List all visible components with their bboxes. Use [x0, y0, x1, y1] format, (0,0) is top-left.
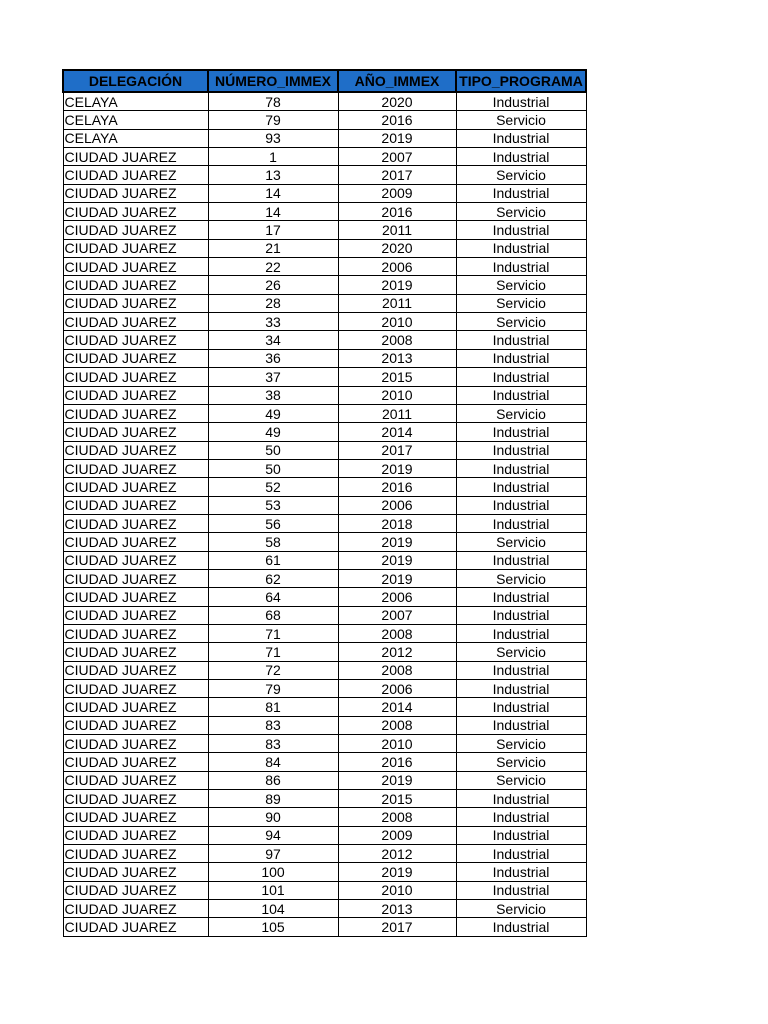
cell-numero-immex: 64	[208, 588, 338, 606]
cell-tipo-programa: Industrial	[456, 606, 586, 624]
cell-tipo-programa: Industrial	[456, 349, 586, 367]
cell-numero-immex: 52	[208, 478, 338, 496]
table-row	[63, 423, 586, 441]
cell-delegacion: CIUDAD JUAREZ	[63, 790, 208, 808]
cell-delegacion: CIUDAD JUAREZ	[63, 643, 208, 661]
table-row	[63, 680, 586, 698]
cell-tipo-programa: Servicio	[456, 203, 586, 221]
cell-delegacion: CIUDAD JUAREZ	[63, 166, 208, 184]
cell-delegacion: CIUDAD JUAREZ	[63, 680, 208, 698]
cell-numero-immex: 13	[208, 166, 338, 184]
cell-tipo-programa: Industrial	[456, 551, 586, 569]
cell-ano-immex: 2019	[338, 771, 456, 789]
table-row	[63, 111, 586, 129]
cell-numero-immex: 71	[208, 624, 338, 642]
cell-ano-immex: 2006	[338, 588, 456, 606]
cell-delegacion: CIUDAD JUAREZ	[63, 276, 208, 294]
cell-numero-immex: 1	[208, 148, 338, 166]
cell-tipo-programa: Industrial	[456, 423, 586, 441]
cell-ano-immex: 2017	[338, 918, 456, 936]
cell-numero-immex: 81	[208, 698, 338, 716]
table-row	[63, 735, 586, 753]
cell-delegacion: CELAYA	[63, 92, 208, 111]
cell-ano-immex: 2014	[338, 423, 456, 441]
cell-ano-immex: 2009	[338, 184, 456, 202]
cell-ano-immex: 2010	[338, 313, 456, 331]
table-row	[63, 753, 586, 771]
cell-numero-immex: 49	[208, 423, 338, 441]
header-delegacion: DELEGACIÓN	[63, 70, 208, 92]
cell-delegacion: CIUDAD JUAREZ	[63, 753, 208, 771]
cell-delegacion: CIUDAD JUAREZ	[63, 258, 208, 276]
cell-tipo-programa: Industrial	[456, 881, 586, 899]
cell-ano-immex: 2008	[338, 624, 456, 642]
cell-delegacion: CIUDAD JUAREZ	[63, 294, 208, 312]
cell-tipo-programa: Industrial	[456, 680, 586, 698]
header-numero-immex: NÚMERO_IMMEX	[208, 70, 338, 92]
cell-tipo-programa: Servicio	[456, 294, 586, 312]
table-row	[63, 313, 586, 331]
cell-ano-immex: 2008	[338, 808, 456, 826]
table-row	[63, 331, 586, 349]
cell-numero-immex: 101	[208, 881, 338, 899]
cell-delegacion: CIUDAD JUAREZ	[63, 900, 208, 918]
table-row	[63, 716, 586, 734]
cell-tipo-programa: Industrial	[456, 239, 586, 257]
cell-tipo-programa: Servicio	[456, 643, 586, 661]
cell-numero-immex: 94	[208, 826, 338, 844]
cell-ano-immex: 2010	[338, 386, 456, 404]
cell-numero-immex: 50	[208, 441, 338, 459]
cell-delegacion: CIUDAD JUAREZ	[63, 148, 208, 166]
table-row	[63, 221, 586, 239]
immex-table	[62, 69, 587, 937]
cell-ano-immex: 2008	[338, 331, 456, 349]
cell-tipo-programa: Industrial	[456, 148, 586, 166]
cell-numero-immex: 36	[208, 349, 338, 367]
cell-numero-immex: 90	[208, 808, 338, 826]
table-row	[63, 478, 586, 496]
header-tipo-programa: TIPO_PROGRAMA	[456, 70, 586, 92]
cell-numero-immex: 53	[208, 496, 338, 514]
cell-delegacion: CIUDAD JUAREZ	[63, 331, 208, 349]
table-row	[63, 918, 586, 936]
cell-delegacion: CIUDAD JUAREZ	[63, 698, 208, 716]
cell-tipo-programa: Industrial	[456, 129, 586, 147]
cell-delegacion: CIUDAD JUAREZ	[63, 624, 208, 642]
cell-tipo-programa: Industrial	[456, 221, 586, 239]
cell-tipo-programa: Industrial	[456, 863, 586, 881]
cell-ano-immex: 2016	[338, 111, 456, 129]
cell-delegacion: CIUDAD JUAREZ	[63, 368, 208, 386]
cell-delegacion: CIUDAD JUAREZ	[63, 313, 208, 331]
cell-tipo-programa: Industrial	[456, 184, 586, 202]
cell-ano-immex: 2019	[338, 459, 456, 477]
table-row	[63, 441, 586, 459]
cell-ano-immex: 2012	[338, 643, 456, 661]
cell-tipo-programa: Industrial	[456, 826, 586, 844]
cell-delegacion: CIUDAD JUAREZ	[63, 716, 208, 734]
cell-numero-immex: 34	[208, 331, 338, 349]
table-row	[63, 184, 586, 202]
cell-numero-immex: 68	[208, 606, 338, 624]
table-row	[63, 588, 586, 606]
cell-tipo-programa: Servicio	[456, 111, 586, 129]
table-row	[63, 349, 586, 367]
table-row	[63, 808, 586, 826]
cell-ano-immex: 2016	[338, 753, 456, 771]
table-row	[63, 863, 586, 881]
cell-ano-immex: 2007	[338, 606, 456, 624]
cell-delegacion: CIUDAD JUAREZ	[63, 845, 208, 863]
cell-numero-immex: 14	[208, 184, 338, 202]
cell-tipo-programa: Industrial	[456, 92, 586, 111]
table-row	[63, 92, 586, 111]
table-row	[63, 129, 586, 147]
cell-tipo-programa: Servicio	[456, 166, 586, 184]
cell-tipo-programa: Industrial	[456, 588, 586, 606]
cell-delegacion: CELAYA	[63, 111, 208, 129]
table-row	[63, 276, 586, 294]
cell-numero-immex: 37	[208, 368, 338, 386]
cell-numero-immex: 56	[208, 514, 338, 532]
cell-ano-immex: 2016	[338, 203, 456, 221]
cell-numero-immex: 33	[208, 313, 338, 331]
cell-numero-immex: 78	[208, 92, 338, 111]
table-row	[63, 496, 586, 514]
cell-tipo-programa: Industrial	[456, 808, 586, 826]
cell-delegacion: CIUDAD JUAREZ	[63, 349, 208, 367]
cell-delegacion: CIUDAD JUAREZ	[63, 918, 208, 936]
cell-delegacion: CIUDAD JUAREZ	[63, 478, 208, 496]
table-row	[63, 404, 586, 422]
cell-numero-immex: 79	[208, 111, 338, 129]
cell-numero-immex: 83	[208, 716, 338, 734]
table-row	[63, 148, 586, 166]
cell-tipo-programa: Industrial	[456, 496, 586, 514]
cell-tipo-programa: Servicio	[456, 533, 586, 551]
table-row	[63, 258, 586, 276]
cell-tipo-programa: Servicio	[456, 735, 586, 753]
cell-delegacion: CIUDAD JUAREZ	[63, 606, 208, 624]
cell-numero-immex: 93	[208, 129, 338, 147]
cell-numero-immex: 38	[208, 386, 338, 404]
cell-ano-immex: 2008	[338, 661, 456, 679]
table-body	[63, 92, 586, 936]
cell-ano-immex: 2009	[338, 826, 456, 844]
cell-numero-immex: 84	[208, 753, 338, 771]
table-row	[63, 551, 586, 569]
cell-tipo-programa: Servicio	[456, 569, 586, 587]
cell-ano-immex: 2019	[338, 276, 456, 294]
cell-tipo-programa: Industrial	[456, 368, 586, 386]
cell-tipo-programa: Servicio	[456, 753, 586, 771]
table-row	[63, 569, 586, 587]
cell-numero-immex: 14	[208, 203, 338, 221]
cell-delegacion: CIUDAD JUAREZ	[63, 735, 208, 753]
cell-delegacion: CIUDAD JUAREZ	[63, 551, 208, 569]
table-row	[63, 239, 586, 257]
cell-delegacion: CELAYA	[63, 129, 208, 147]
cell-numero-immex: 79	[208, 680, 338, 698]
cell-numero-immex: 58	[208, 533, 338, 551]
cell-ano-immex: 2020	[338, 239, 456, 257]
cell-tipo-programa: Industrial	[456, 918, 586, 936]
cell-ano-immex: 2014	[338, 698, 456, 716]
cell-ano-immex: 2019	[338, 551, 456, 569]
cell-ano-immex: 2016	[338, 478, 456, 496]
cell-tipo-programa: Servicio	[456, 404, 586, 422]
cell-numero-immex: 86	[208, 771, 338, 789]
cell-tipo-programa: Servicio	[456, 771, 586, 789]
cell-delegacion: CIUDAD JUAREZ	[63, 588, 208, 606]
cell-tipo-programa: Industrial	[456, 331, 586, 349]
cell-tipo-programa: Industrial	[456, 716, 586, 734]
table-row	[63, 459, 586, 477]
cell-delegacion: CIUDAD JUAREZ	[63, 881, 208, 899]
cell-numero-immex: 49	[208, 404, 338, 422]
cell-numero-immex: 62	[208, 569, 338, 587]
cell-delegacion: CIUDAD JUAREZ	[63, 386, 208, 404]
cell-delegacion: CIUDAD JUAREZ	[63, 771, 208, 789]
cell-numero-immex: 61	[208, 551, 338, 569]
cell-ano-immex: 2012	[338, 845, 456, 863]
header-ano-immex: AÑO_IMMEX	[338, 70, 456, 92]
cell-numero-immex: 50	[208, 459, 338, 477]
cell-tipo-programa: Industrial	[456, 386, 586, 404]
cell-ano-immex: 2019	[338, 863, 456, 881]
cell-ano-immex: 2007	[338, 148, 456, 166]
cell-numero-immex: 21	[208, 239, 338, 257]
cell-ano-immex: 2018	[338, 514, 456, 532]
cell-tipo-programa: Industrial	[456, 478, 586, 496]
table-row	[63, 368, 586, 386]
table-row	[63, 698, 586, 716]
cell-delegacion: CIUDAD JUAREZ	[63, 203, 208, 221]
cell-ano-immex: 2013	[338, 349, 456, 367]
cell-ano-immex: 2010	[338, 881, 456, 899]
cell-numero-immex: 72	[208, 661, 338, 679]
cell-tipo-programa: Industrial	[456, 514, 586, 532]
cell-ano-immex: 2015	[338, 790, 456, 808]
table-row	[63, 533, 586, 551]
cell-numero-immex: 17	[208, 221, 338, 239]
cell-numero-immex: 83	[208, 735, 338, 753]
cell-delegacion: CIUDAD JUAREZ	[63, 459, 208, 477]
cell-delegacion: CIUDAD JUAREZ	[63, 441, 208, 459]
cell-numero-immex: 71	[208, 643, 338, 661]
cell-tipo-programa: Industrial	[456, 624, 586, 642]
cell-tipo-programa: Industrial	[456, 459, 586, 477]
cell-numero-immex: 105	[208, 918, 338, 936]
cell-numero-immex: 97	[208, 845, 338, 863]
cell-ano-immex: 2019	[338, 129, 456, 147]
cell-delegacion: CIUDAD JUAREZ	[63, 533, 208, 551]
cell-ano-immex: 2011	[338, 404, 456, 422]
cell-ano-immex: 2006	[338, 258, 456, 276]
cell-tipo-programa: Servicio	[456, 900, 586, 918]
cell-numero-immex: 22	[208, 258, 338, 276]
table-row	[63, 386, 586, 404]
cell-delegacion: CIUDAD JUAREZ	[63, 863, 208, 881]
cell-delegacion: CIUDAD JUAREZ	[63, 826, 208, 844]
cell-tipo-programa: Industrial	[456, 698, 586, 716]
cell-ano-immex: 2017	[338, 166, 456, 184]
cell-ano-immex: 2013	[338, 900, 456, 918]
table-row	[63, 771, 586, 789]
cell-ano-immex: 2010	[338, 735, 456, 753]
cell-delegacion: CIUDAD JUAREZ	[63, 661, 208, 679]
table-row	[63, 606, 586, 624]
cell-tipo-programa: Servicio	[456, 276, 586, 294]
table-row	[63, 900, 586, 918]
table-row	[63, 294, 586, 312]
cell-numero-immex: 26	[208, 276, 338, 294]
cell-ano-immex: 2011	[338, 294, 456, 312]
cell-tipo-programa: Industrial	[456, 661, 586, 679]
cell-tipo-programa: Industrial	[456, 258, 586, 276]
cell-delegacion: CIUDAD JUAREZ	[63, 569, 208, 587]
cell-ano-immex: 2011	[338, 221, 456, 239]
header-row	[63, 70, 586, 92]
table-row	[63, 790, 586, 808]
cell-ano-immex: 2019	[338, 569, 456, 587]
table-row	[63, 845, 586, 863]
cell-ano-immex: 2019	[338, 533, 456, 551]
cell-delegacion: CIUDAD JUAREZ	[63, 496, 208, 514]
cell-ano-immex: 2017	[338, 441, 456, 459]
cell-delegacion: CIUDAD JUAREZ	[63, 239, 208, 257]
cell-tipo-programa: Industrial	[456, 441, 586, 459]
table-row	[63, 661, 586, 679]
cell-ano-immex: 2006	[338, 680, 456, 698]
cell-delegacion: CIUDAD JUAREZ	[63, 808, 208, 826]
table-row	[63, 624, 586, 642]
cell-ano-immex: 2006	[338, 496, 456, 514]
cell-ano-immex: 2015	[338, 368, 456, 386]
table-row	[63, 881, 586, 899]
cell-numero-immex: 89	[208, 790, 338, 808]
cell-delegacion: CIUDAD JUAREZ	[63, 423, 208, 441]
table-row	[63, 826, 586, 844]
cell-delegacion: CIUDAD JUAREZ	[63, 221, 208, 239]
cell-tipo-programa: Industrial	[456, 845, 586, 863]
cell-tipo-programa: Industrial	[456, 790, 586, 808]
cell-ano-immex: 2008	[338, 716, 456, 734]
cell-delegacion: CIUDAD JUAREZ	[63, 404, 208, 422]
cell-ano-immex: 2020	[338, 92, 456, 111]
cell-numero-immex: 100	[208, 863, 338, 881]
cell-delegacion: CIUDAD JUAREZ	[63, 184, 208, 202]
table-row	[63, 643, 586, 661]
cell-tipo-programa: Servicio	[456, 313, 586, 331]
cell-numero-immex: 28	[208, 294, 338, 312]
cell-delegacion: CIUDAD JUAREZ	[63, 514, 208, 532]
table-row	[63, 203, 586, 221]
table-row	[63, 514, 586, 532]
cell-numero-immex: 104	[208, 900, 338, 918]
table-row	[63, 166, 586, 184]
